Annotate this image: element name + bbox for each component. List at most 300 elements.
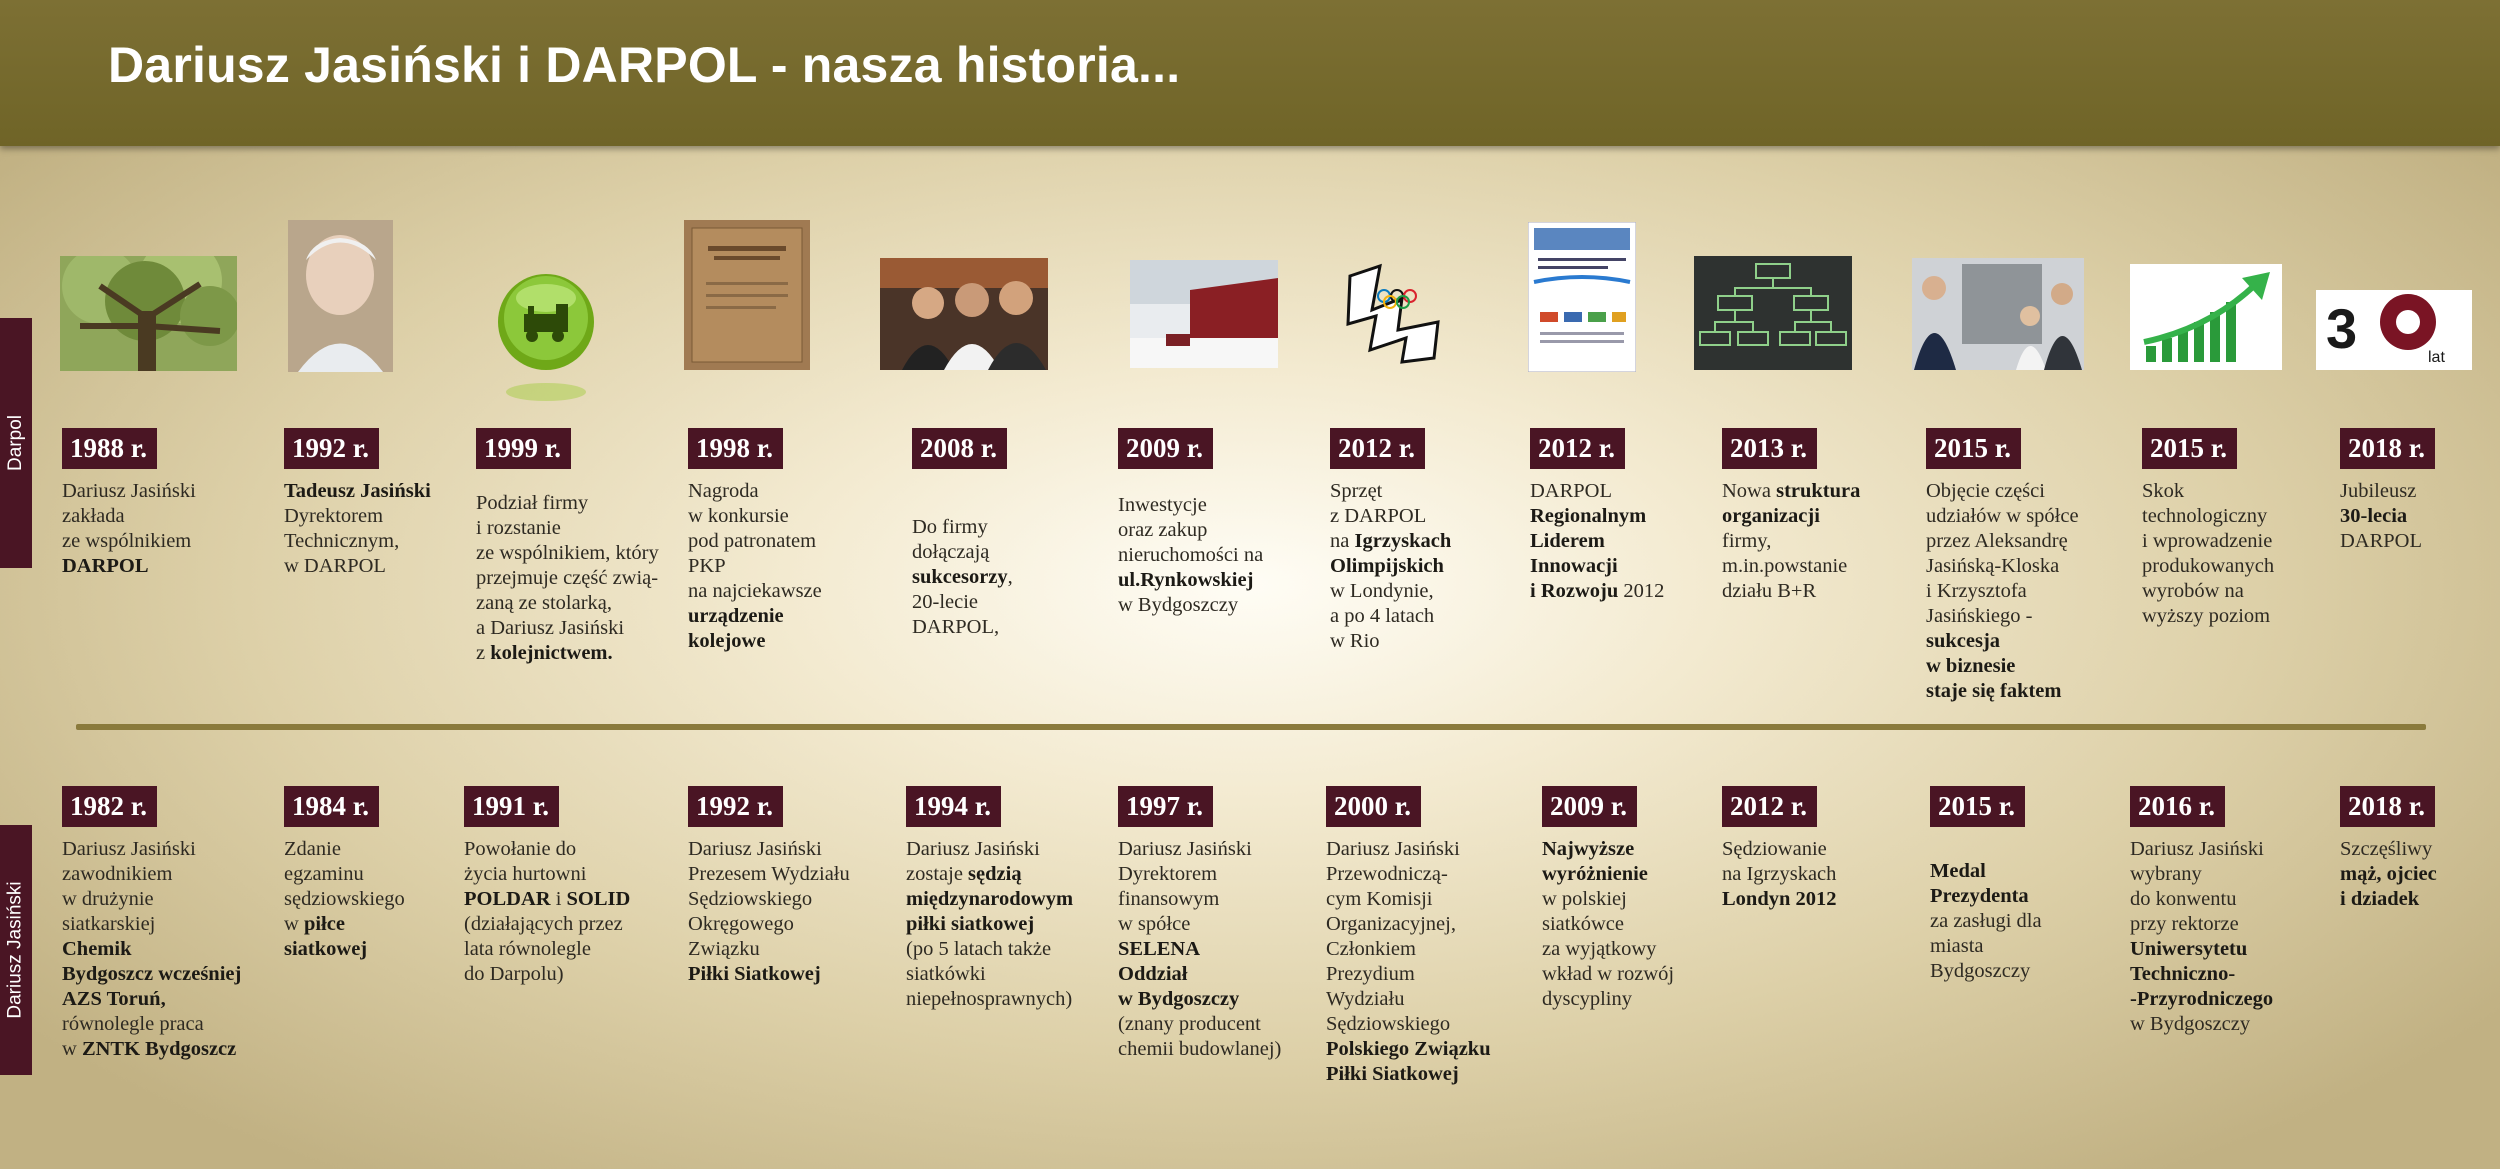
description-line: [688, 962, 896, 987]
text-segment: Dariusz Jasiński: [62, 838, 196, 860]
text-segment: Sprzęt: [1330, 480, 1383, 502]
text-segment: dyscypliny: [1542, 988, 1632, 1010]
30-lat-logo: [2316, 290, 2472, 370]
text-segment: (po 5 latach także: [906, 938, 1052, 960]
event-description: [464, 837, 672, 987]
description-line: [464, 862, 672, 887]
bottom-event: [464, 786, 672, 987]
description-line: [2130, 937, 2338, 962]
description-line: [1326, 987, 1534, 1012]
description-line: [62, 1012, 270, 1037]
bold-text: AZS Toruń,: [62, 988, 166, 1010]
bold-text: Bydgoszcz wcześniej: [62, 963, 242, 985]
header-bar: [0, 0, 2500, 146]
bold-text: sędzią: [968, 863, 1022, 885]
text-segment: ,: [1007, 566, 1013, 588]
side-label-darpol-text: Darpol: [5, 415, 27, 471]
event-description: [2340, 837, 2500, 912]
description-line: [1118, 1037, 1326, 1062]
bold-text: urządzenie: [688, 605, 784, 627]
text-segment: Sędziowanie: [1722, 838, 1827, 860]
text-segment: równolegle praca: [62, 1013, 204, 1035]
bold-text: struktura: [1776, 480, 1861, 502]
text-segment: sędziowskiego: [284, 888, 405, 910]
text-segment: Zdanie: [284, 838, 341, 860]
description-line: [2340, 862, 2500, 887]
event-description: [1326, 837, 1534, 1087]
description-line: [464, 912, 672, 937]
year-badge: 1982 r.: [62, 786, 157, 827]
description-line: [284, 479, 492, 504]
description-line: [1542, 887, 1750, 912]
event-description: [688, 479, 896, 654]
description-line: [1118, 937, 1326, 962]
text-segment: przy rektorze: [2130, 913, 2239, 935]
bold-text: Medal: [1930, 860, 1986, 882]
description-line: [912, 515, 1120, 540]
text-segment: finansowym: [1118, 888, 1220, 910]
top-event: [284, 428, 492, 579]
description-line: [2130, 962, 2338, 987]
top-event: [62, 428, 270, 579]
top-event: [1330, 428, 1538, 654]
description-line: [1118, 568, 1326, 593]
description-line: [1118, 1012, 1326, 1037]
text-segment: miasta: [1930, 935, 1984, 957]
text-segment: Dariusz Jasiński: [62, 480, 196, 502]
text-segment: z: [476, 642, 491, 664]
description-line: [1118, 962, 1326, 987]
bold-text: sukcesorzy: [912, 566, 1008, 588]
text-segment: i wprowadzenie: [2142, 530, 2273, 552]
text-segment: DARPOL: [1530, 480, 1613, 502]
bottom-event: [688, 786, 896, 987]
award-photo: [1912, 258, 2084, 370]
description-line: [1930, 909, 2138, 934]
description-line: [1542, 912, 1750, 937]
description-line: [1926, 679, 2134, 704]
description-line: [1530, 529, 1738, 554]
description-line: [1326, 862, 1534, 887]
text-segment: Jasińską-Kloska: [1926, 555, 2060, 577]
bold-text: wyróżnienie: [1542, 863, 1648, 885]
description-line: [688, 529, 896, 554]
description-line: [2130, 862, 2338, 887]
text-segment: wkład w rozwój: [1542, 963, 1675, 985]
description-line: [1722, 529, 1930, 554]
text-segment: pod patronatem: [688, 530, 817, 552]
bottom-event: [284, 786, 492, 962]
text-segment: przez Aleksandrę: [1926, 530, 2068, 552]
description-line: [688, 629, 896, 654]
description-line: [2340, 479, 2500, 504]
description-line: [62, 529, 270, 554]
text-segment: a po 4 latach: [1330, 605, 1435, 627]
text-segment: ze wspólnikiem: [62, 530, 192, 552]
bold-text: Tadeusz Jasiński: [284, 480, 431, 502]
year-badge: 1998 r.: [688, 428, 783, 469]
description-line: [1542, 837, 1750, 862]
page-title: Dariusz Jasiński i DARPOL - nasza historia...: [108, 37, 1181, 93]
description-line: [1326, 912, 1534, 937]
text-segment: DARPOL: [2340, 530, 2423, 552]
year-badge: 2015 r.: [1926, 428, 2021, 469]
description-line: [2130, 837, 2338, 862]
event-description: [1118, 837, 1326, 1062]
description-line: [1118, 837, 1326, 862]
year-badge: 2012 r.: [1330, 428, 1425, 469]
year-badge: 1988 r.: [62, 428, 157, 469]
description-line: [906, 837, 1114, 862]
text-segment: dołączają: [912, 541, 990, 563]
text-segment: i rozstanie: [476, 517, 561, 539]
bold-text: piłce: [303, 913, 345, 935]
bold-text: DARPOL: [62, 555, 149, 577]
description-line: [912, 615, 1120, 640]
text-segment: Inwestycje: [1118, 494, 1207, 516]
text-segment: PKP: [688, 555, 726, 577]
description-line: [2130, 912, 2338, 937]
event-description: [906, 837, 1114, 1012]
description-line: [688, 837, 896, 862]
description-line: [688, 887, 896, 912]
description-line: [912, 540, 1120, 565]
event-description: [284, 479, 492, 579]
top-event: [1530, 428, 1738, 604]
bold-text: Piłki Siatkowej: [1326, 1063, 1459, 1085]
description-line: [464, 962, 672, 987]
text-segment: wyrobów na: [2142, 580, 2244, 602]
year-badge: 1991 r.: [464, 786, 559, 827]
year-badge: 1992 r.: [688, 786, 783, 827]
description-line: [1722, 579, 1930, 604]
description-line: [284, 937, 492, 962]
text-segment: na najciekawsze: [688, 580, 822, 602]
bold-text: Innowacji: [1530, 555, 1618, 577]
text-segment: Podział firmy: [476, 492, 589, 514]
top-event: [1926, 428, 2134, 704]
description-line: [1118, 912, 1326, 937]
text-segment: w polskiej: [1542, 888, 1627, 910]
description-line: [1722, 862, 1930, 887]
description-line: [62, 962, 270, 987]
bold-text: ul.Rynkowskiej: [1118, 569, 1254, 591]
description-line: [688, 604, 896, 629]
bottom-event: [1326, 786, 1534, 1087]
text-segment: a Dariusz Jasiński: [476, 617, 625, 639]
text-segment: Związku: [688, 938, 760, 960]
text-segment: Jubileusz: [2340, 480, 2417, 502]
description-line: [1722, 504, 1930, 529]
description-line: [464, 837, 672, 862]
description-line: [1926, 479, 2134, 504]
event-description: [2130, 837, 2338, 1037]
text-segment: firmy,: [1722, 530, 1772, 552]
bold-text: 30-lecia: [2340, 505, 2408, 527]
bottom-event: [1722, 786, 1930, 912]
poster-image: [1528, 222, 1636, 372]
description-line: [1330, 504, 1538, 529]
text-segment: Prezesem Wydziału: [688, 863, 850, 885]
description-line: [1118, 518, 1326, 543]
text-segment: (znany producent: [1118, 1013, 1261, 1035]
description-line: [1118, 862, 1326, 887]
text-segment: w: [284, 913, 304, 935]
description-line: [1926, 529, 2134, 554]
year-badge: 2018 r.: [2340, 786, 2435, 827]
top-event: [2340, 428, 2500, 554]
description-line: [906, 937, 1114, 962]
bottom-event: [906, 786, 1114, 1012]
description-line: [284, 862, 492, 887]
description-line: [62, 1037, 270, 1062]
bold-text: w Bydgoszczy: [1118, 988, 1240, 1010]
text-segment: egzaminu: [284, 863, 364, 885]
description-line: [906, 987, 1114, 1012]
event-description: [912, 515, 1120, 640]
year-badge: 2009 r.: [1542, 786, 1637, 827]
description-line: [1118, 987, 1326, 1012]
text-segment: wyższy poziom: [2142, 605, 2271, 627]
text-segment: i: [550, 888, 567, 910]
description-line: [284, 504, 492, 529]
text-segment: m.in.powstanie: [1722, 555, 1848, 577]
text-segment: Skok: [2142, 480, 2185, 502]
text-segment: Nagroda: [688, 480, 759, 502]
text-segment: Powołanie do: [464, 838, 577, 860]
tree-photo: [60, 256, 237, 371]
top-event: [912, 428, 1120, 640]
description-line: [688, 554, 896, 579]
description-line: [1926, 579, 2134, 604]
description-line: [62, 887, 270, 912]
description-line: [1530, 479, 1738, 504]
description-line: [476, 641, 684, 666]
event-description: [1722, 837, 1930, 912]
description-line: [1326, 1062, 1534, 1087]
text-segment: 20-lecie: [912, 591, 979, 613]
description-line: [1542, 987, 1750, 1012]
text-segment: Dariusz Jasiński: [688, 838, 822, 860]
bold-text: siatkowej: [284, 938, 368, 960]
description-line: [2340, 529, 2500, 554]
description-line: [2142, 479, 2350, 504]
year-badge: 1999 r.: [476, 428, 571, 469]
text-segment: Organizacyjnej,: [1326, 913, 1456, 935]
bold-text: kolejowe: [688, 630, 766, 652]
description-line: [1722, 554, 1930, 579]
text-segment: do konwentu: [2130, 888, 2237, 910]
bold-text: sukcesja: [1926, 630, 2001, 652]
description-line: [1930, 884, 2138, 909]
text-segment: Wydziału: [1326, 988, 1405, 1010]
bold-text: Najwyższe: [1542, 838, 1635, 860]
year-badge: 1997 r.: [1118, 786, 1213, 827]
year-badge: 2013 r.: [1722, 428, 1817, 469]
description-line: [2142, 604, 2350, 629]
bold-text: mąż, ojciec: [2340, 863, 2437, 885]
description-line: [906, 887, 1114, 912]
text-segment: Szczęśliwy: [2340, 838, 2433, 860]
text-segment: zakłada: [62, 505, 125, 527]
description-line: [1722, 479, 1930, 504]
text-segment: 2012: [1618, 580, 1665, 602]
text-segment: Okręgowego: [688, 913, 794, 935]
description-line: [2142, 504, 2350, 529]
bold-text: Londyn 2012: [1722, 888, 1837, 910]
text-segment: Dyrektorem: [284, 505, 384, 527]
description-line: [688, 504, 896, 529]
people-photo: [880, 258, 1048, 370]
text-segment: w spółce: [1118, 913, 1191, 935]
description-line: [688, 862, 896, 887]
description-line: [1722, 887, 1930, 912]
bold-text: Regionalnym: [1530, 505, 1647, 527]
description-line: [62, 479, 270, 504]
bold-text: Igrzyskach: [1354, 530, 1452, 552]
description-line: [62, 937, 270, 962]
description-line: [1118, 543, 1326, 568]
text-segment: Dariusz Jasiński: [906, 838, 1040, 860]
top-event: [1722, 428, 1930, 604]
side-label-dariusz: [0, 825, 32, 1075]
top-event: [1118, 428, 1326, 618]
description-line: [1326, 837, 1534, 862]
event-description: [1330, 479, 1538, 654]
event-description: [2340, 479, 2500, 554]
bold-text: i Rozwoju: [1530, 580, 1619, 602]
description-line: [2142, 554, 2350, 579]
london-2012-logo: [1342, 258, 1448, 370]
top-event: [2142, 428, 2350, 629]
text-segment: wybrany: [2130, 863, 2202, 885]
event-description: [688, 837, 896, 987]
bold-text: Olimpijskich: [1330, 555, 1444, 577]
description-line: [1330, 604, 1538, 629]
top-event: [688, 428, 896, 654]
description-line: [1530, 579, 1738, 604]
year-badge: 2000 r.: [1326, 786, 1421, 827]
text-segment: produkowanych: [2142, 555, 2275, 577]
description-line: [688, 579, 896, 604]
description-line: [464, 937, 672, 962]
description-line: [1326, 962, 1534, 987]
description-line: [1542, 962, 1750, 987]
text-segment: technologiczny: [2142, 505, 2268, 527]
year-badge: 2012 r.: [1530, 428, 1625, 469]
event-description: [1118, 493, 1326, 618]
event-description: [1926, 479, 2134, 704]
bold-text: SELENA: [1118, 938, 1201, 960]
bold-text: SOLID: [566, 888, 631, 910]
description-line: [1542, 937, 1750, 962]
bottom-event: [2340, 786, 2500, 912]
description-line: [476, 566, 684, 591]
description-line: [2130, 887, 2338, 912]
text-segment: zawodnikiem: [62, 863, 173, 885]
text-segment: ze wspólnikiem, który: [476, 542, 659, 564]
description-line: [62, 554, 270, 579]
description-line: [1118, 887, 1326, 912]
bold-text: Prezydenta: [1930, 885, 2029, 907]
text-segment: zostaje: [906, 863, 969, 885]
text-segment: Jasińskiego -: [1926, 605, 2033, 627]
event-description: [62, 479, 270, 579]
text-segment: z DARPOL: [1330, 505, 1427, 527]
bold-text: i dziadek: [2340, 888, 2420, 910]
year-badge: 1984 r.: [284, 786, 379, 827]
description-line: [62, 912, 270, 937]
description-line: [464, 887, 672, 912]
description-line: [688, 479, 896, 504]
text-segment: Dariusz Jasiński: [1118, 838, 1252, 860]
description-line: [1326, 887, 1534, 912]
bold-text: organizacji: [1722, 505, 1820, 527]
svg-text:lat: lat: [2428, 349, 2445, 366]
description-line: [1930, 959, 2138, 984]
description-line: [2130, 1012, 2338, 1037]
text-segment: lata równolegle: [464, 938, 591, 960]
text-segment: siatkówki: [906, 963, 986, 985]
text-segment: w: [62, 1038, 82, 1060]
text-segment: za wyjątkowy: [1542, 938, 1657, 960]
text-segment: zaną ze stolarką,: [476, 592, 613, 614]
text-segment: Do firmy: [912, 516, 988, 538]
year-badge: 2016 r.: [2130, 786, 2225, 827]
description-line: [476, 616, 684, 641]
text-segment: w Londynie,: [1330, 580, 1434, 602]
description-line: [688, 912, 896, 937]
text-segment: Dyrektorem: [1118, 863, 1218, 885]
portrait-photo: [288, 220, 393, 372]
text-segment: Dariusz Jasiński: [1326, 838, 1460, 860]
text-segment: w DARPOL: [284, 555, 386, 577]
text-segment: w drużynie: [62, 888, 154, 910]
description-line: [1926, 504, 2134, 529]
text-segment: Technicznym,: [284, 530, 400, 552]
bold-text: -Przyrodniczego: [2130, 988, 2274, 1010]
bottom-event: [1542, 786, 1750, 1012]
event-description: [1530, 479, 1738, 604]
bold-text: Uniwersytetu: [2130, 938, 2248, 960]
text-segment: Nowa: [1722, 480, 1777, 502]
description-line: [1326, 1037, 1534, 1062]
bold-text: Piłki Siatkowej: [688, 963, 821, 985]
bold-text: POLDAR: [464, 888, 551, 910]
description-line: [912, 590, 1120, 615]
timeline-divider: [76, 724, 2426, 730]
side-label-dariusz-text: Dariusz Jasiński: [5, 881, 27, 1019]
description-line: [906, 862, 1114, 887]
text-segment: w Bydgoszczy: [1118, 594, 1239, 616]
description-line: [1930, 934, 2138, 959]
description-line: [476, 516, 684, 541]
description-line: [2142, 529, 2350, 554]
growth-chart-icon: [2130, 264, 2282, 370]
event-description: [284, 837, 492, 962]
org-chart-image: [1694, 256, 1852, 370]
description-line: [1722, 837, 1930, 862]
description-line: [476, 491, 684, 516]
text-segment: Członkiem: [1326, 938, 1416, 960]
text-segment: Prezydium: [1326, 963, 1415, 985]
description-line: [1530, 554, 1738, 579]
description-line: [1926, 604, 2134, 629]
text-segment: oraz zakup: [1118, 519, 1208, 541]
description-line: [1930, 859, 2138, 884]
text-segment: działu B+R: [1722, 580, 1817, 602]
description-line: [2340, 837, 2500, 862]
